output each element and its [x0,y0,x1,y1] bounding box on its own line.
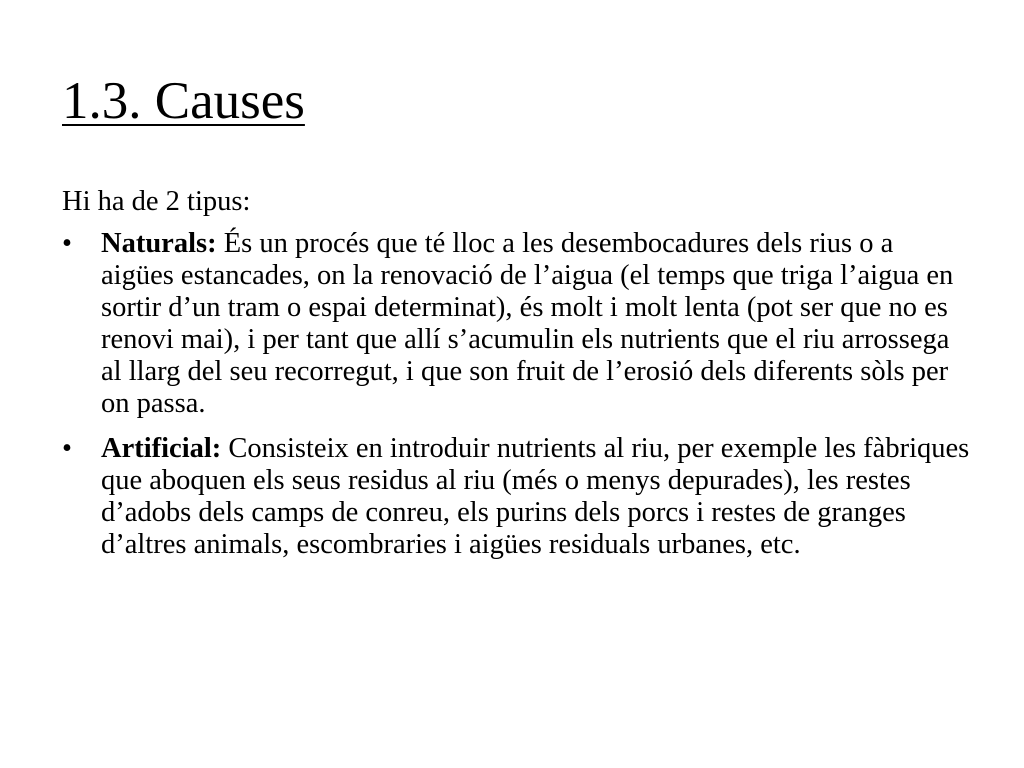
term-artificial: Artificial: [101,433,222,464]
description-naturals: És un procés que té lloc a les desembocadures dels rius o a aigües estancades, on la renovació de l’aigua (el temps que triga l’aigua en sortir d’un tram o espai determinat), és molt i molt lenta (pot ser que no es renovi mai), i per tant que allí s’acumulin els nutrients que el riu arrossega al llarg del seu recorregut, i que son fruit de l’erosió dels diferents sòls per on passa. [101,228,954,419]
bullet-icon: • [62,433,72,464]
slide-title: 1.3. Causes [62,72,305,130]
slide-content [62,186,972,574]
intro-text: Hi ha de 2 tipus: [62,186,251,217]
term-naturals: Naturals: [101,228,217,259]
description-artificial: Consisteix en introduir nutrients al riu, per exemple les fàbriques que aboquen els seus residus al riu (més o menys depurades), les restes d’adobs dels camps de conreu, els purins dels porcs i restes de granges d’altres animals, escombraries i aigües residuals urbanes, etc. [101,433,970,560]
list-item-artificial [62,433,972,561]
cause-list [62,228,972,561]
bullet-icon: • [62,228,72,259]
list-item-naturals [62,228,972,420]
